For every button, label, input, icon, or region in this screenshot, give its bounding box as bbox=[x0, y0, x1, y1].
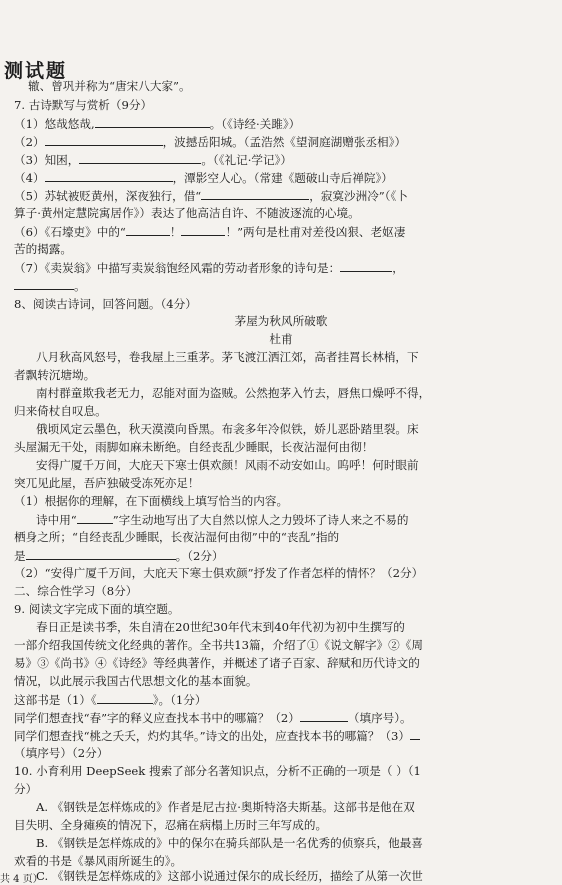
answer-blank[interactable] bbox=[14, 277, 74, 290]
answer-blank[interactable] bbox=[26, 547, 176, 560]
question-7-3: （3）知困， 。（《礼记·学记》） bbox=[14, 153, 292, 167]
poem-line: 南村群童欺我老无力，忍能对面为盗贼。公然抱茅入竹去，唇焦口燥呼不得， bbox=[36, 386, 431, 400]
question-7-6: （6）《石壕吏》中的“ ！ ！”两句是杜甫对差役凶狠、老妪凄 bbox=[14, 225, 406, 239]
answer-blank[interactable] bbox=[97, 691, 153, 704]
option-a: A. 《钢铁是怎样炼成的》作者是尼古拉·奥斯特洛夫斯基。这部书是他在双 bbox=[36, 800, 415, 814]
poem-line: 归来倚杖自叹息。 bbox=[14, 404, 107, 418]
option-b-cont: 欢看的书是《暴风雨所诞生的》。 bbox=[14, 854, 183, 868]
question-9-2: 同学们想查找“春”字的释义应查找本书中的哪篇？（2） （填序号）。 bbox=[14, 711, 412, 725]
question-9-1: 这部书是（1）《 》。（1分） bbox=[14, 693, 207, 707]
question-9-text: 一部介绍我国传统文化经典的著作。全书共13篇，介绍了①《说文解字》②《周 bbox=[14, 638, 423, 652]
answer-blank[interactable] bbox=[201, 187, 309, 200]
section-2-heading: 二、综合性学习（8分） bbox=[14, 584, 138, 598]
page-footer: 共 4 页） bbox=[0, 874, 43, 885]
answer-blank[interactable] bbox=[126, 223, 170, 236]
text-line: 辙、曾巩并称为“唐宋八大家”。 bbox=[28, 79, 191, 93]
poem-line: 安得广厦千万间，大庇天下寒士俱欢颜！风雨不动安如山。呜呼！何时眼前 bbox=[36, 458, 419, 472]
option-c: C. 《钢铁是怎样炼成的》这部小说通过保尔的成长经历，描绘了从第一次世 bbox=[36, 869, 423, 883]
question-7-4: （4） ，潭影空人心。（常建《题破山寺后禅院》） bbox=[14, 171, 393, 185]
option-b: B. 《钢铁是怎样炼成的》中的保尔在骑兵部队是一名优秀的侦察兵，他最喜 bbox=[36, 836, 423, 850]
question-9-text: 春日正是读书季，朱自清在20世纪30年代末到40年代初为初中生撰写的 bbox=[36, 620, 405, 634]
question-9-text: 易》③《尚书》④《诗经》等经典著作，并概述了诸子百家、辞赋和历代诗文的 bbox=[14, 656, 420, 670]
question-9-text: 情况，以此展示我国古代思想文化的基本面貌。 bbox=[14, 674, 258, 688]
answer-blank[interactable] bbox=[79, 151, 201, 164]
poem-line: 者飘转沉塘坳。 bbox=[14, 368, 96, 382]
question-7-1: （1）悠哉悠哉, 。（《诗经·关雎》） bbox=[14, 117, 301, 131]
question-7-2: （2） ，波撼岳阳城。（孟浩然《望洞庭湖赠张丞相》） bbox=[14, 135, 407, 149]
question-8-1-text: 是 。（2分） bbox=[14, 549, 224, 563]
answer-blank[interactable] bbox=[95, 115, 210, 128]
answer-blank[interactable] bbox=[300, 709, 348, 722]
poem-author: 杜甫 bbox=[269, 332, 293, 346]
question-7-5: （5）苏轼被贬黄州，深夜独行，借“ ，寂寞沙洲冷”（《卜 bbox=[14, 189, 408, 203]
question-9-heading: 9. 阅读文字完成下面的填空题。 bbox=[14, 602, 180, 616]
answer-blank[interactable] bbox=[45, 169, 173, 182]
answer-blank[interactable] bbox=[45, 133, 163, 146]
question-8-1-text: 诗中用“ ”字生动地写出了大自然以惊人之力毁坏了诗人来之不易的 bbox=[36, 513, 409, 527]
answer-blank[interactable] bbox=[340, 259, 392, 272]
question-7-7: （7）《卖炭翁》中描写卖炭翁饱经风霜的劳动者形象的诗句是： ， bbox=[14, 261, 404, 275]
option-a-cont: 目失明、全身瘫痪的情况下，忍痛在病榻上历时三年写成的。 bbox=[14, 818, 328, 832]
answer-blank[interactable] bbox=[77, 511, 113, 524]
question-8-2: （2）“安得广厦千万间，大庇天下寒士俱欢颜”抒发了作者怎样的情怀？（2分） bbox=[14, 566, 424, 580]
answer-blank[interactable] bbox=[410, 727, 420, 740]
answer-blank[interactable] bbox=[181, 223, 225, 236]
question-9-3: 同学们想查找“桃之夭夭，灼灼其华。”诗文的出处，应查找本书的哪篇？（3） bbox=[14, 727, 552, 744]
question-8-1: （1）根据你的理解，在下面横线上填写恰当的内容。 bbox=[14, 494, 289, 508]
poem-line: 突兀见此屋，吾庐独破受冻死亦足！ bbox=[14, 476, 200, 490]
question-7-7-cont: 。 bbox=[14, 277, 552, 294]
page-title: 测试题 bbox=[4, 60, 68, 82]
poem-title: 茅屋为秋风所破歌 bbox=[234, 314, 328, 328]
question-9-3-cont: （填序号）（2分） bbox=[14, 746, 109, 760]
poem-line: 头屋漏无干处，雨脚如麻未断绝。自经丧乱少睡眠，长夜沾湿何由彻！ bbox=[14, 440, 374, 454]
question-7-6-cont: 苦的揭露。 bbox=[14, 242, 72, 256]
poem-line: 八月秋高风怒号，卷我屋上三重茅。茅飞渡江洒江郊，高者挂罥长林梢，下 bbox=[36, 350, 419, 364]
question-10-cont: 分） bbox=[14, 782, 38, 796]
poem-line: 俄顷风定云墨色，秋天漠漠向昏黑。布衾多年冷似铁，娇儿恶卧踏里裂。床 bbox=[36, 422, 419, 436]
question-10: 10. 小育利用 DeepSeek 搜索了部分名著知识点，分析不正确的一项是（ ）（1 bbox=[14, 764, 421, 778]
question-8-1-text: 栖身之所；“自经丧乱少睡眠，长夜沾湿何由彻”中的“丧乱”指的 bbox=[14, 530, 340, 544]
question-7-5-cont: 算子·黄州定慧院寓居作》）表达了他高洁自许、不随波逐流的心境。 bbox=[14, 206, 360, 220]
question-8-heading: 8、阅读古诗词，回答问题。（4分） bbox=[14, 297, 197, 311]
question-7-heading: 7. 古诗默写与赏析（9分） bbox=[14, 98, 153, 112]
